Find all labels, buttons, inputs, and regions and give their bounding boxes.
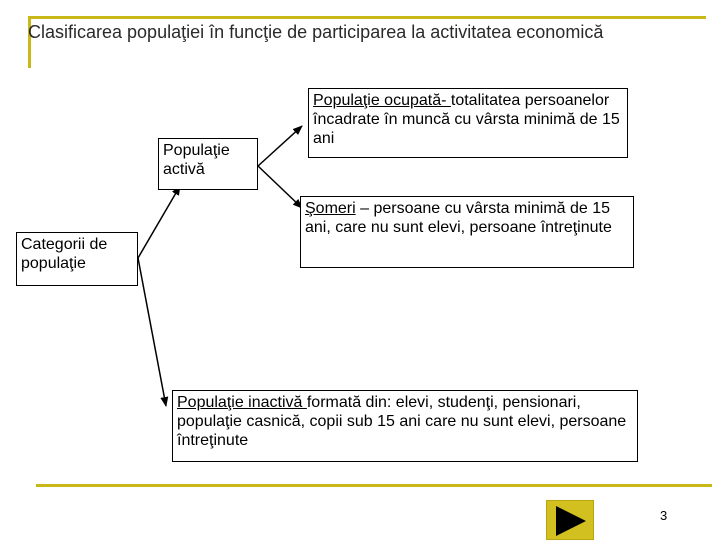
next-slide-button[interactable]: [546, 500, 594, 540]
box-ocupata: [308, 88, 628, 158]
arrow-to-inactiva: [138, 258, 166, 406]
arrow-to-ocupata: [258, 126, 302, 166]
box-activa-text: Populaţie activă: [163, 142, 230, 178]
box-categorii-text: Categorii de populaţie: [21, 236, 108, 272]
box-inactiva: [172, 390, 638, 462]
box-categorii: [16, 232, 138, 286]
play-triangle-icon: [556, 506, 586, 536]
bottom-rule: [36, 484, 712, 487]
someri-term: Şomeri: [305, 200, 356, 217]
slide-title: Clasificarea populaţiei în funcţie de participarea la activitatea economică: [28, 22, 604, 42]
arrow-to-someri: [258, 166, 302, 208]
box-activa: [158, 138, 258, 190]
inactiva-definition: formată din: elevi, studenţi, pensionari, populaţie casnică, copii sub 15 ani care nu sunt elevi, persoane întreţinute: [177, 394, 627, 449]
someri-definition: – persoane cu vârsta minimă de 15 ani, care nu sunt elevi, persoane întreţinute: [305, 200, 612, 236]
page-number: 3: [660, 508, 668, 523]
ocupata-definition: totalitatea persoanelor încadrate în muncă cu vârsta minimă de 15 ani: [313, 92, 620, 147]
ocupata-term: Populaţie ocupată-: [313, 92, 451, 109]
inactiva-term: Populaţie inactivă: [177, 394, 307, 411]
arrow-to-activa: [138, 186, 180, 258]
box-someri: [300, 196, 634, 268]
